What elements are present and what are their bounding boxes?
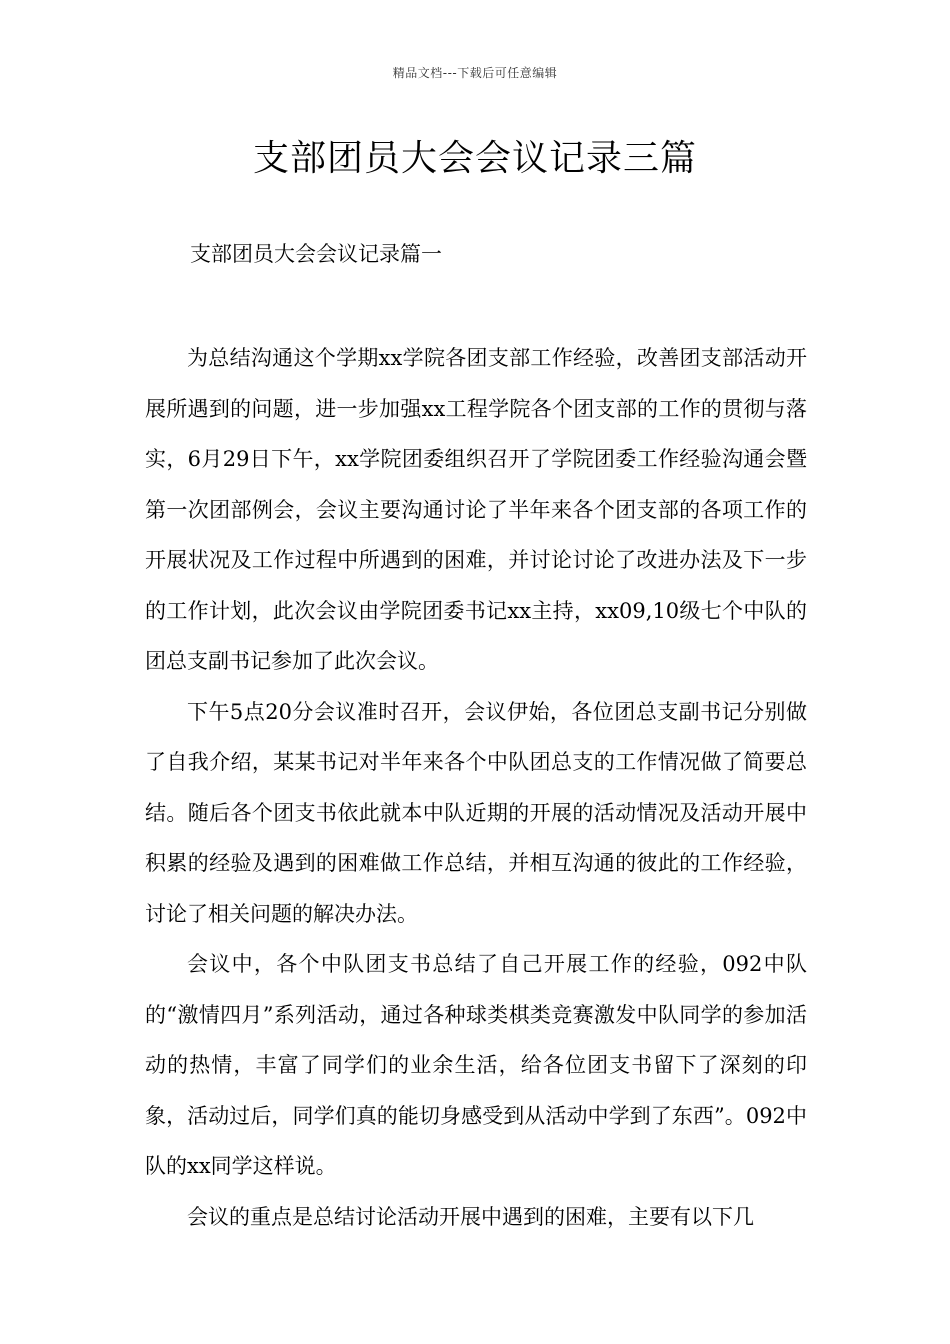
body-paragraph: 会议的重点是总结讨论活动开展中遇到的困难，主要有以下几 (187, 1204, 754, 1229)
body-paragraph: 下午5点20分会议准时召开，会议伊始，各位团总支副书记分别做了自我介绍，某某书记对半年来各个中队团总支的工作情况做了简要总结。随后各个团支书依此就本中队近期的开展的活动情况及活动开展中积累的经验及遇到的困难做工作总结，并相互沟通的彼此的工作经验，讨论了相关问题的解决办法。 (145, 699, 807, 926)
document-title: 支部团员大会会议记录三篇 (252, 138, 697, 179)
body-paragraph: 为总结沟通这个学期xx学院各团支部工作经验，改善团支部活动开展所遇到的问题，进一步加强xx工程学院各个团支部的工作的贯彻与落实，6月29日下午，xx学院团委组织召开了学院团委工作经验沟通会暨第一次团部例会，会议主要沟通讨论了半年来各个团支部的各项工作的开展状况及工作过程中所遇到的困难，并讨论讨论了改进办法及下一步的工作计划，此次会议由学院团委书记xx主持，xx09,10级七个中队的团总支副书记参加了此次会议。 (145, 346, 807, 673)
document-body (145, 333, 807, 1242)
page-header-note: 精品文档---下载后可任意编辑 (392, 66, 558, 80)
body-paragraph: 会议中，各个中队团支书总结了自己开展工作的经验，092中队的“激情四月”系列活动，通过各种球类棋类竞赛激发中队同学的参加活动的热情，丰富了同学们的业余生活，给各位团支书留下了深刻的印象，活动过后，同学们真的能切身感受到从活动中学到了东西”。092中队的xx同学这样说。 (145, 952, 807, 1178)
section-heading: 支部团员大会会议记录篇一 (190, 242, 442, 266)
